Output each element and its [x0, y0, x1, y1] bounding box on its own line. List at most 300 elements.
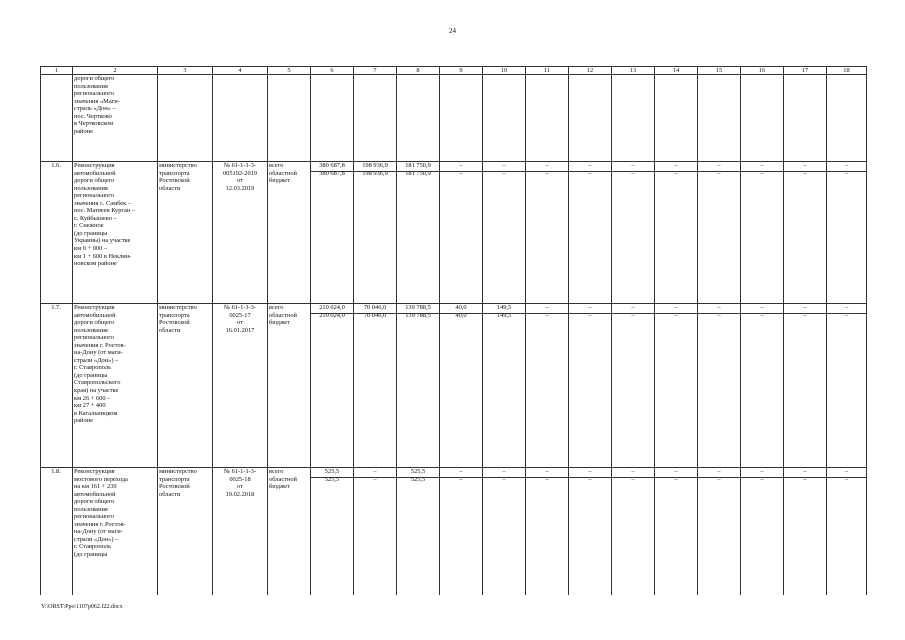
cell-value	[311, 468, 354, 596]
value-regional-budget: –	[459, 169, 463, 177]
table-row	[41, 468, 867, 596]
value-total: 198 936,9	[362, 162, 388, 169]
value-total: –	[717, 468, 721, 475]
row-separator	[526, 477, 568, 478]
budget-table	[40, 66, 867, 595]
value-stack	[398, 468, 438, 483]
value-stack	[828, 468, 865, 483]
executor-line: транспорта	[159, 311, 190, 319]
value-regional-budget: 40,0	[455, 311, 467, 319]
executor-line: Ростовской	[159, 177, 190, 185]
object-name-line: г. Ставрополь	[74, 543, 112, 551]
executor-line: министерство	[159, 304, 197, 311]
object-name-line: г. Ставрополь	[74, 364, 112, 372]
object-name-line: Ставропольского	[74, 379, 121, 387]
object-name-line: км 1 + 600 в Неклин-	[74, 252, 132, 260]
value-regional-budget: –	[588, 475, 592, 483]
cell-value	[612, 162, 655, 304]
table-row-continued	[41, 75, 867, 162]
header-col-3: 3	[158, 67, 213, 75]
cell-value	[526, 162, 569, 304]
value-total: –	[631, 162, 635, 169]
cell-value	[440, 468, 483, 596]
value-total: –	[545, 468, 549, 475]
cell-value	[354, 304, 397, 468]
cell-executor	[158, 468, 213, 596]
header-col-9: 9	[440, 67, 483, 75]
value-regional-budget: –	[760, 169, 764, 177]
cell-value	[827, 162, 867, 304]
document-line: 16.01.2017	[225, 326, 255, 334]
value-regional-budget: 198 936,9	[362, 169, 388, 177]
funding-source-line: бюджет	[269, 177, 290, 185]
cell-empty	[612, 75, 655, 162]
document-line: от	[237, 483, 243, 491]
value-regional-budget: –	[674, 169, 678, 177]
cell-value	[784, 304, 827, 468]
row-separator	[354, 313, 396, 314]
object-name-line: регионального	[74, 192, 114, 200]
cell-empty	[784, 75, 827, 162]
value-total: –	[545, 162, 549, 169]
value-stack	[312, 304, 352, 319]
value-stack	[312, 468, 352, 483]
cell-value	[612, 468, 655, 596]
value-total: –	[674, 162, 678, 169]
value-total: –	[760, 162, 764, 169]
value-total: –	[631, 468, 635, 475]
row-separator	[784, 477, 826, 478]
row-separator	[741, 477, 783, 478]
object-name-line: новском районе	[74, 260, 117, 268]
value-regional-budget: –	[844, 169, 849, 177]
cell-number: 1.7.	[41, 304, 73, 468]
row-separator	[827, 477, 866, 478]
value-regional-budget: 181 750,9	[405, 169, 431, 177]
funding-source-line: областной	[269, 311, 297, 319]
object-name-line: автомобильной	[74, 311, 116, 319]
executor-line: Ростовской	[159, 319, 190, 327]
value-regional-budget: –	[588, 311, 592, 319]
cell-empty	[655, 75, 698, 162]
cell-empty	[569, 75, 612, 162]
cell-empty	[741, 75, 784, 162]
value-total: –	[803, 162, 807, 169]
row-separator	[354, 171, 396, 172]
funding-source-line: всего	[269, 304, 284, 311]
document-line: от	[237, 177, 243, 185]
cell-value	[784, 468, 827, 596]
value-stack	[484, 304, 524, 319]
value-stack	[656, 468, 696, 483]
cell-value	[569, 304, 612, 468]
value-stack	[570, 162, 610, 177]
object-name-line: пользования	[74, 505, 108, 513]
row-separator	[655, 477, 697, 478]
value-stack	[656, 162, 696, 177]
value-stack	[570, 304, 610, 319]
value-stack	[484, 162, 524, 177]
value-stack	[312, 162, 352, 177]
value-total: 210 024,0	[319, 304, 345, 311]
document-line: 0025-17	[229, 311, 251, 319]
row-separator	[827, 171, 866, 172]
document-line: № 61-1-1-3-	[223, 304, 257, 311]
row-separator	[612, 313, 654, 314]
value-stack	[527, 162, 567, 177]
value-stack	[613, 162, 653, 177]
value-regional-budget: –	[844, 475, 849, 483]
value-total: –	[502, 468, 506, 475]
document-line: 12.03.2019	[225, 184, 255, 192]
footer-path: Y:\ORST\Ppo\1107p062.f22.docx	[41, 604, 123, 610]
value-total: –	[803, 304, 807, 311]
value-total: –	[674, 304, 678, 311]
value-total: 525,5	[410, 468, 426, 475]
cell-value	[397, 162, 440, 304]
row-separator	[440, 171, 482, 172]
object-name-line: регионального	[74, 90, 114, 98]
funding-source-line: всего	[269, 162, 284, 169]
value-regional-budget: 70 046,0	[363, 311, 387, 319]
object-name-line: в Кагальницком	[74, 409, 118, 417]
cell-value	[483, 468, 526, 596]
value-stack	[828, 304, 865, 319]
value-stack	[785, 162, 825, 177]
value-regional-budget: –	[844, 311, 849, 319]
header-col-11: 11	[526, 67, 569, 75]
cell-empty	[213, 75, 268, 162]
cell-value	[827, 468, 867, 596]
value-total: 525,5	[324, 468, 340, 475]
object-name-line: регионального	[74, 513, 114, 521]
value-total: –	[588, 162, 592, 169]
row-separator	[440, 477, 482, 478]
value-stack	[441, 162, 481, 177]
cell-value	[397, 468, 440, 596]
table-row	[41, 162, 867, 304]
cell-project-document	[213, 468, 268, 596]
cell-project-document	[213, 304, 268, 468]
value-regional-budget: –	[502, 475, 506, 483]
value-stack	[699, 468, 739, 483]
header-col-12: 12	[569, 67, 612, 75]
header-col-2: 2	[73, 67, 158, 75]
page-number: 24	[449, 27, 456, 35]
cell-value	[397, 304, 440, 468]
cell-value	[569, 468, 612, 596]
object-name-line: г. Снежное	[74, 222, 104, 230]
object-name-line: в Чертковском	[74, 120, 114, 128]
value-regional-budget: –	[717, 475, 721, 483]
value-regional-budget: –	[459, 475, 463, 483]
cell-empty	[440, 75, 483, 162]
value-stack	[527, 468, 567, 483]
object-name-line: регионального	[74, 334, 114, 342]
value-total: –	[760, 304, 764, 311]
cell-executor	[158, 304, 213, 468]
value-stack	[699, 304, 739, 319]
cell-empty	[698, 75, 741, 162]
row-separator	[569, 171, 611, 172]
header-col-15: 15	[698, 67, 741, 75]
object-name-line: районе	[74, 127, 93, 135]
value-total: –	[373, 468, 377, 475]
row-separator	[569, 477, 611, 478]
cell-object-name	[73, 162, 158, 304]
row-separator	[655, 313, 697, 314]
row-separator	[311, 477, 353, 478]
row-separator	[784, 171, 826, 172]
document-line: № 61-1-1-3-	[223, 468, 257, 475]
value-regional-budget: –	[760, 475, 764, 483]
row-separator	[483, 313, 525, 314]
object-name-line: значения г. Ростов-	[74, 341, 126, 349]
object-name-line: (до границы	[74, 551, 108, 559]
header-col-5: 5	[268, 67, 311, 75]
value-total: –	[717, 304, 721, 311]
object-name-line: страль «Дон» –	[74, 105, 116, 113]
value-regional-budget: –	[717, 311, 721, 319]
value-regional-budget: 149,5	[496, 311, 512, 319]
value-stack	[828, 162, 865, 177]
value-stack	[742, 468, 782, 483]
cell-value	[483, 162, 526, 304]
row-separator	[354, 477, 396, 478]
value-regional-budget: –	[803, 475, 807, 483]
executor-line: транспорта	[159, 475, 190, 483]
object-name-line: пользования	[74, 326, 108, 334]
value-stack	[355, 468, 395, 483]
row-separator	[741, 171, 783, 172]
cell-object-name	[73, 304, 158, 468]
cell-number: 1.8.	[41, 468, 73, 596]
row-separator	[311, 171, 353, 172]
header-col-4: 4	[213, 67, 268, 75]
executor-line: области	[159, 490, 181, 498]
value-regional-budget: 525,5	[324, 475, 340, 483]
cell-funding-source	[268, 304, 311, 468]
object-name-line: на-Дону (от маги-	[74, 349, 123, 357]
row-separator	[698, 477, 740, 478]
executor-line: транспорта	[159, 169, 190, 177]
row-separator	[311, 313, 353, 314]
value-regional-budget: –	[674, 311, 678, 319]
value-stack	[570, 468, 610, 483]
value-stack	[484, 468, 524, 483]
row-separator	[741, 313, 783, 314]
funding-source-line: областной	[269, 475, 297, 483]
row-separator	[397, 171, 439, 172]
cell-empty	[311, 75, 354, 162]
object-name-line: значения г. Ростов-	[74, 520, 126, 528]
object-name-line: (до границы	[74, 229, 108, 237]
cell-value	[354, 162, 397, 304]
cell-value	[526, 468, 569, 596]
value-regional-budget: 210 024,0	[319, 311, 345, 319]
cell-value	[741, 304, 784, 468]
object-name-line: км 27 + 400	[74, 402, 106, 410]
cell-funding-source	[268, 468, 311, 596]
cell-value	[483, 304, 526, 468]
value-regional-budget: 139 788,5	[405, 311, 431, 319]
value-total: –	[844, 468, 849, 475]
value-regional-budget: –	[674, 475, 678, 483]
cell-value	[612, 304, 655, 468]
object-name-line: мостового перехода	[74, 475, 128, 483]
header-col-18: 18	[827, 67, 867, 75]
header-col-10: 10	[483, 67, 526, 75]
cell-value	[698, 162, 741, 304]
value-stack	[398, 162, 438, 177]
document-line: № 61-1-1-3-	[223, 162, 257, 169]
value-regional-budget: –	[803, 169, 807, 177]
object-name-line: страли «Дон») –	[74, 356, 119, 364]
executor-line: Ростовской	[159, 483, 190, 491]
funding-source-line: всего	[269, 468, 284, 475]
cell-empty	[268, 75, 311, 162]
object-name-line: (до границы	[74, 371, 108, 379]
cell-value	[784, 162, 827, 304]
value-regional-budget: –	[631, 475, 635, 483]
value-stack	[742, 162, 782, 177]
value-regional-budget: –	[717, 169, 721, 177]
value-stack	[527, 304, 567, 319]
object-name-line: дороги общего	[74, 75, 115, 82]
value-total: –	[545, 304, 549, 311]
cell-value	[827, 304, 867, 468]
object-name-line: пос. Чертково	[74, 112, 112, 120]
cell-executor	[158, 162, 213, 304]
cell-funding-source	[268, 162, 311, 304]
document-line: 0025-18	[229, 475, 251, 483]
cell-number	[41, 75, 73, 162]
object-name-line: пос. Матвеев Курган –	[74, 207, 136, 215]
value-regional-budget: –	[502, 169, 506, 177]
cell-value	[311, 304, 354, 468]
value-regional-budget: –	[631, 169, 635, 177]
cell-value	[655, 468, 698, 596]
value-regional-budget: –	[373, 475, 377, 483]
document-line: от	[237, 319, 243, 327]
row-separator	[483, 477, 525, 478]
value-total: –	[588, 304, 592, 311]
header-col-7: 7	[354, 67, 397, 75]
header-col-8: 8	[397, 67, 440, 75]
row-separator	[526, 313, 568, 314]
row-separator	[440, 313, 482, 314]
value-regional-budget: –	[545, 475, 549, 483]
value-total: –	[459, 162, 463, 169]
cell-empty	[526, 75, 569, 162]
value-regional-budget: –	[803, 311, 807, 319]
cell-number: 1.6.	[41, 162, 73, 304]
value-stack	[742, 304, 782, 319]
value-regional-budget: 525,5	[410, 475, 426, 483]
object-name-line: районе	[74, 417, 93, 425]
header-col-17: 17	[784, 67, 827, 75]
row-separator	[483, 171, 525, 172]
value-total: –	[760, 468, 764, 475]
value-stack	[785, 304, 825, 319]
funding-source-line: бюджет	[269, 483, 290, 491]
object-name-line: пользования	[74, 82, 108, 90]
header-col-1: 1	[41, 67, 73, 75]
cell-empty	[483, 75, 526, 162]
value-total: –	[631, 304, 635, 311]
executor-line: области	[159, 184, 181, 192]
value-total: –	[844, 162, 849, 169]
header-col-6: 6	[311, 67, 354, 75]
value-total: 181 750,9	[405, 162, 431, 169]
value-regional-budget: –	[631, 311, 635, 319]
object-name-line: значения «Маги-	[74, 97, 120, 105]
object-name-line: страли «Дон») –	[74, 535, 119, 543]
funding-source-line: областной	[269, 169, 297, 177]
document-line: 005192-2019	[222, 169, 258, 177]
cell-empty	[827, 75, 867, 162]
row-separator	[655, 171, 697, 172]
value-total: –	[844, 304, 849, 311]
object-name-line: дороги общего	[74, 498, 115, 506]
funding-source-line: бюджет	[269, 319, 290, 327]
value-total: –	[588, 468, 592, 475]
cell-value	[741, 468, 784, 596]
header-col-14: 14	[655, 67, 698, 75]
object-name-line: дороги общего	[74, 177, 115, 185]
cell-object-name	[73, 75, 158, 162]
cell-empty	[397, 75, 440, 162]
value-regional-budget: –	[545, 169, 549, 177]
object-name-line: на-Дону (от маги-	[74, 528, 123, 536]
value-stack	[699, 162, 739, 177]
cell-value	[311, 162, 354, 304]
row-separator	[612, 477, 654, 478]
value-total: –	[502, 162, 506, 169]
value-regional-budget: –	[760, 311, 764, 319]
row-separator	[397, 477, 439, 478]
object-name-line: пользования	[74, 184, 108, 192]
object-name-line: Реконструкция	[74, 304, 115, 311]
object-name-line: автомобильной	[74, 490, 116, 498]
value-total: –	[674, 468, 678, 475]
cell-object-name	[73, 468, 158, 596]
cell-value	[655, 162, 698, 304]
object-name-line: Реконструкция	[74, 468, 115, 475]
value-stack	[355, 304, 395, 319]
object-name-line: края) на участке	[74, 387, 119, 395]
cell-value	[354, 468, 397, 596]
object-name-line: значения с. Самбек –	[74, 199, 132, 207]
object-name-line: с. Куйбышево –	[74, 214, 117, 222]
value-total: 380 687,8	[319, 162, 345, 169]
cell-value	[526, 304, 569, 468]
cell-value	[440, 304, 483, 468]
cell-value	[569, 162, 612, 304]
value-stack	[398, 304, 438, 319]
cell-value	[698, 304, 741, 468]
row-separator	[397, 313, 439, 314]
row-separator	[612, 171, 654, 172]
value-stack	[613, 468, 653, 483]
value-total: 139 788,5	[405, 304, 431, 311]
object-name-line: км 26 + 600 –	[74, 394, 111, 402]
value-stack	[441, 468, 481, 483]
cell-value	[698, 468, 741, 596]
value-total: 149,5	[496, 304, 512, 311]
document-line: 19.02.2018	[225, 490, 255, 498]
value-stack	[785, 468, 825, 483]
